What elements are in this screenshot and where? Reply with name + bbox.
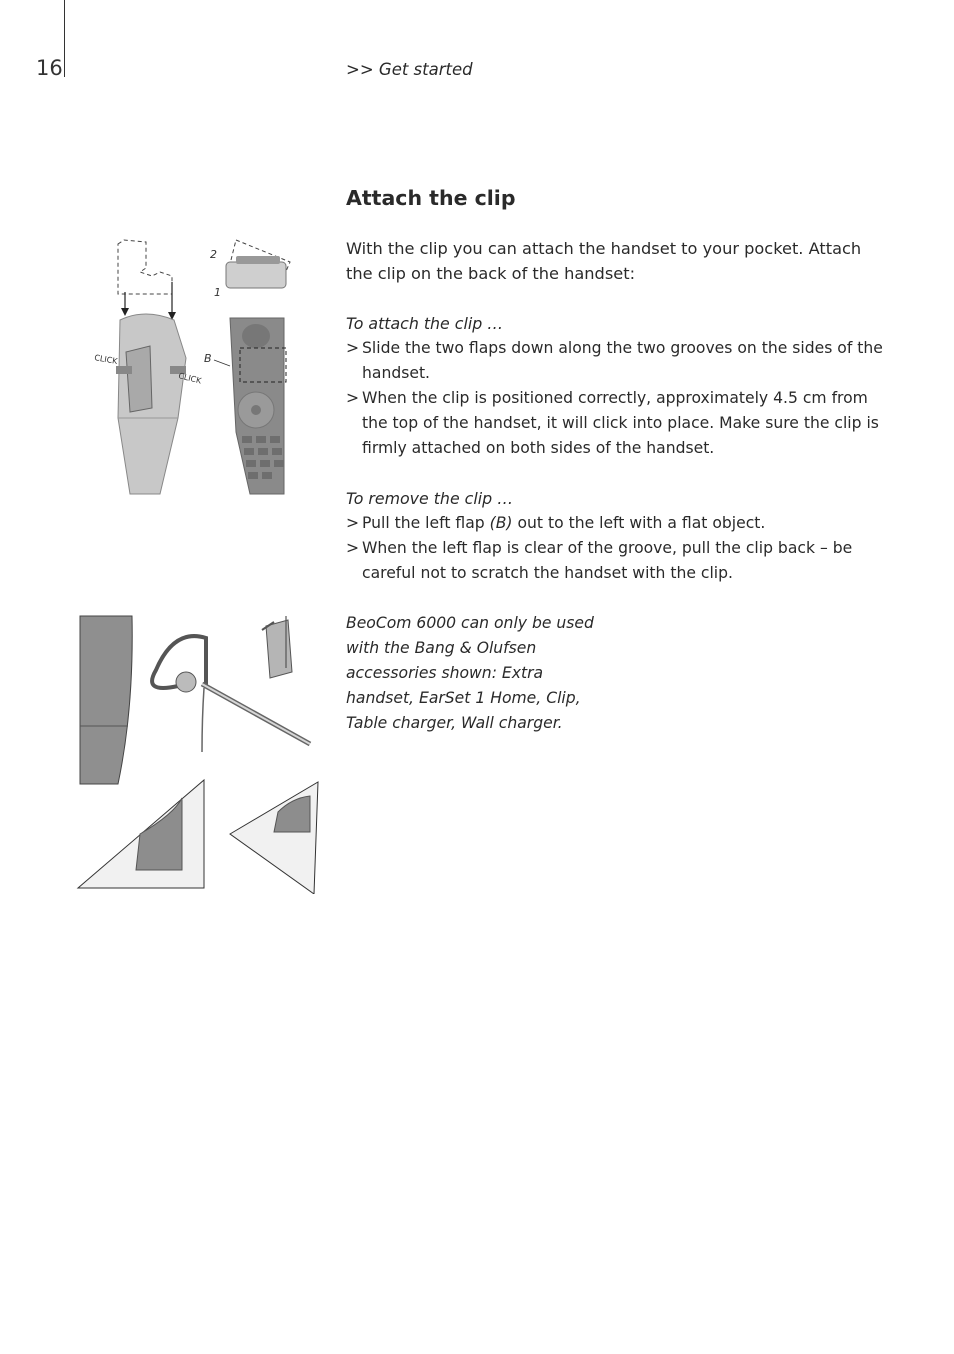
- clip-accessory: [266, 620, 292, 678]
- list-item: [346, 336, 886, 386]
- clip-outline-dashed: [118, 240, 172, 294]
- bullet-marker: >: [346, 339, 360, 357]
- remove-step-1-start: Pull the left flap: [362, 514, 490, 532]
- remove-steps: [346, 511, 886, 586]
- accessories-illustration: [74, 608, 324, 894]
- remove-step-1-ref: (B): [489, 514, 513, 532]
- step-1-label: 1: [214, 286, 221, 299]
- list-item: [346, 386, 886, 461]
- accessories-note: BeoCom 6000 can only be used with the Bang & Olufsen accessories shown: Extra handset, EarSet 1 Home, Clip, Table charger, Wall charger.: [346, 614, 594, 732]
- section-title: Get started: [378, 60, 473, 79]
- clip-attach-illustration: [90, 232, 300, 502]
- bullet-marker: >: [346, 539, 360, 557]
- bullet-marker: >: [346, 514, 360, 532]
- list-item: [346, 536, 886, 586]
- click-label-right: CLICK: [177, 371, 203, 386]
- page-number: 16: [36, 56, 63, 80]
- page-margin-rule: [64, 0, 65, 77]
- flap-b-label: B: [204, 352, 212, 365]
- intro-text: With the clip you can attach the handset to your pocket. Attach the clip on the back of the handset:: [346, 239, 862, 283]
- step-2-label: 2: [210, 248, 217, 261]
- section-label: [346, 60, 473, 79]
- remove-heading: To remove the clip …: [346, 489, 513, 508]
- attach-step-2: When the clip is positioned correctly, approximately 4.5 cm from the top of the handset, it will click into place. Make sure the clip is firmly attached on both sides of the handset.: [362, 389, 879, 457]
- main-content: [346, 184, 886, 736]
- bullet-marker: >: [346, 389, 360, 407]
- clip-attached: [126, 346, 152, 412]
- attach-steps: [346, 336, 886, 461]
- remove-step-1-end: out to the left with a flat object.: [512, 514, 766, 532]
- section-arrows: >>: [346, 60, 374, 79]
- clip-top-body: [226, 262, 286, 288]
- list-item: [346, 511, 886, 536]
- attach-step-1: Slide the two flaps down along the two grooves on the sides of the handset.: [362, 339, 883, 382]
- page-title: Attach the clip: [346, 186, 516, 210]
- click-label-left: CLICK: [93, 353, 119, 367]
- remove-step-2: When the left flap is clear of the groove, pull the clip back – be careful not to scratch the handset with the clip.: [362, 539, 853, 582]
- extra-handset: [80, 616, 132, 784]
- attach-heading: To attach the clip …: [346, 314, 504, 333]
